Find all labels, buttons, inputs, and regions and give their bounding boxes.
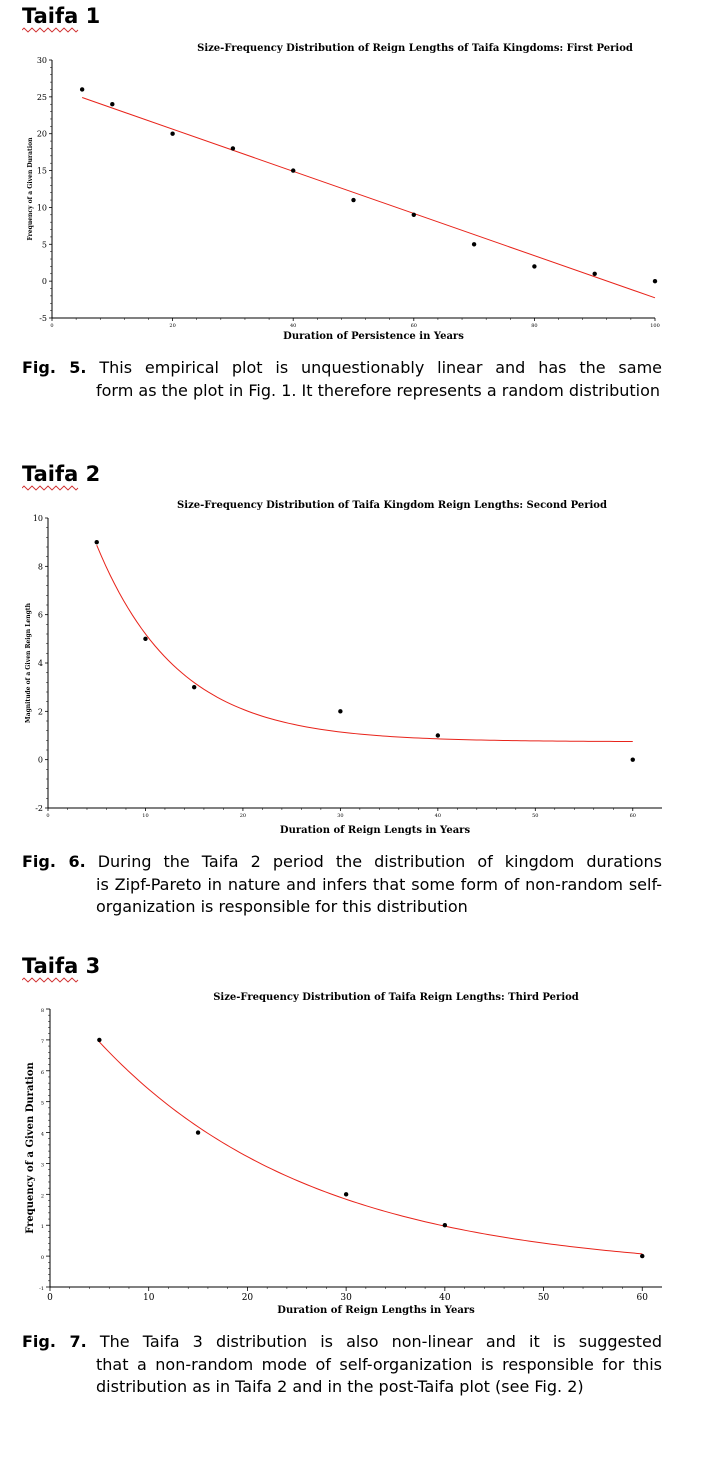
x-tick-label: 100 [650,323,660,329]
x-tick-label: 30 [340,1293,352,1303]
x-tick-label: 60 [629,813,636,819]
y-tick-label: 3 [40,1162,44,1169]
data-point [170,132,174,136]
data-point [436,733,440,737]
caption-text-continued: form as the plot in Fig. 1. It therefore represents a random distribution [96,380,661,400]
y-tick-label: 20 [36,129,47,139]
caption-text: The Taifa 3 distribution is also non-linear and it is suggested [99,1332,662,1351]
x-axis-label: Duration of Reign Lengts in Years [279,825,471,836]
data-point [338,709,342,713]
trend-curve [99,1042,642,1254]
x-tick-label: 40 [290,323,297,329]
caption-figure-label: Fig. 5. [22,358,87,377]
data-point [532,264,536,268]
y-tick-label: 25 [36,92,47,102]
y-tick-label: -2 [35,804,43,813]
section-heading: Taifa 2 [22,462,101,486]
data-point [196,1130,200,1134]
data-point [412,213,416,217]
data-point [143,637,147,641]
chart-title: Size-Frequency Distribution of Taifa Kingdom Reign Lengths: Second Period [177,500,607,511]
trend-line [82,98,655,298]
x-tick-label: 60 [410,323,417,329]
x-tick-label: 40 [434,813,442,819]
y-tick-label: 10 [32,514,43,523]
data-point [631,757,635,761]
y-tick-label: 10 [36,203,47,213]
y-tick-label: 15 [36,166,47,176]
y-tick-label: -5 [39,314,47,323]
caption-figure-label: Fig. 7. [22,1332,87,1351]
y-tick-label: 4 [37,659,43,668]
x-tick-label: 80 [531,323,538,329]
y-tick-label: 2 [40,1193,44,1200]
caption-text: This empirical plot is unquestionably linear and has the same [99,358,663,377]
y-axis-label: Frequency of a Given Duration [27,137,34,241]
section-heading: Taifa 3 [22,954,101,978]
caption-figure-label: Fig. 6. [22,852,86,871]
data-point [97,1038,101,1042]
x-tick-label: 10 [142,1293,155,1303]
data-point [593,272,597,276]
y-tick-label: 5 [40,1100,44,1107]
caption-text: During the Taifa 2 period the distribution of kingdom durations [97,852,662,871]
y-tick-label: 5 [41,240,47,250]
data-point [95,540,99,544]
x-tick-label: 10 [142,813,149,819]
y-tick-label: 2 [37,707,43,717]
y-tick-label: 0 [41,277,47,287]
data-point [291,168,295,172]
figure-caption [22,1331,662,1399]
x-tick-label: 50 [532,813,539,819]
y-tick-label: 30 [36,56,47,65]
caption-text-continued: that a non-random mode of self-organization is responsible for this distribution as in Taifa 2 and in the post-Taifa plot (see Fig. 2) [96,1354,662,1396]
x-tick-label: 0 [47,1293,53,1303]
y-tick-label: 0 [40,1255,44,1262]
caption-text-continued: is Zipf-Pareto in nature and infers that some form of non-random self-organization is responsible for this distribution [96,874,662,916]
y-tick-label: -1 [39,1286,44,1292]
y-tick-label: 6 [37,610,43,620]
figure-caption [22,357,662,402]
trend-curve [97,545,633,741]
data-point [192,685,196,689]
x-tick-label: 60 [636,1293,648,1303]
x-tick-label: 40 [439,1293,451,1303]
y-axis-label: Frequency of a Given Duration [25,1062,36,1234]
x-tick-label: 20 [169,323,176,329]
y-tick-label: 8 [37,562,43,572]
figure-caption [22,851,662,919]
data-point [344,1192,348,1196]
data-point [640,1254,644,1258]
data-point [443,1223,447,1227]
x-tick-label: 0 [46,813,50,819]
y-tick-label: 1 [40,1224,44,1231]
spellcheck-underline [22,27,80,33]
spellcheck-underline [22,977,80,983]
x-axis-label: Duration of Persistence in Years [283,331,464,342]
chart-figure-6 [0,494,714,840]
y-tick-label: 0 [37,755,43,765]
x-tick-label: 20 [241,1293,254,1303]
chart-title: Size-Frequency Distribution of Reign Lengths of Taifa Kingdoms: First Period [197,43,633,54]
data-point [653,279,657,283]
y-axis-label: Magnitude of a Given Reign Length [25,603,32,723]
x-tick-label: 50 [537,1293,550,1303]
data-point [231,146,235,150]
chart-title: Size-Frequency Distribution of Taifa Reign Lengths: Third Period [213,992,579,1003]
x-tick-label: 20 [239,813,247,819]
x-tick-label: 0 [50,323,54,329]
y-tick-label: 7 [40,1038,44,1045]
chart-figure-7 [0,986,714,1320]
x-tick-label: 30 [337,813,344,819]
x-axis-label: Duration of Reign Lengths in Years [277,1305,475,1316]
data-point [110,102,114,106]
y-tick-label: 4 [40,1131,44,1138]
chart-figure-5 [0,36,714,346]
section-heading: Taifa 1 [22,4,101,28]
y-tick-label: 8 [40,1008,44,1014]
data-point [472,242,476,246]
y-tick-label: 6 [40,1069,44,1076]
data-point [80,87,84,91]
data-point [351,198,355,202]
spellcheck-underline [22,485,80,491]
